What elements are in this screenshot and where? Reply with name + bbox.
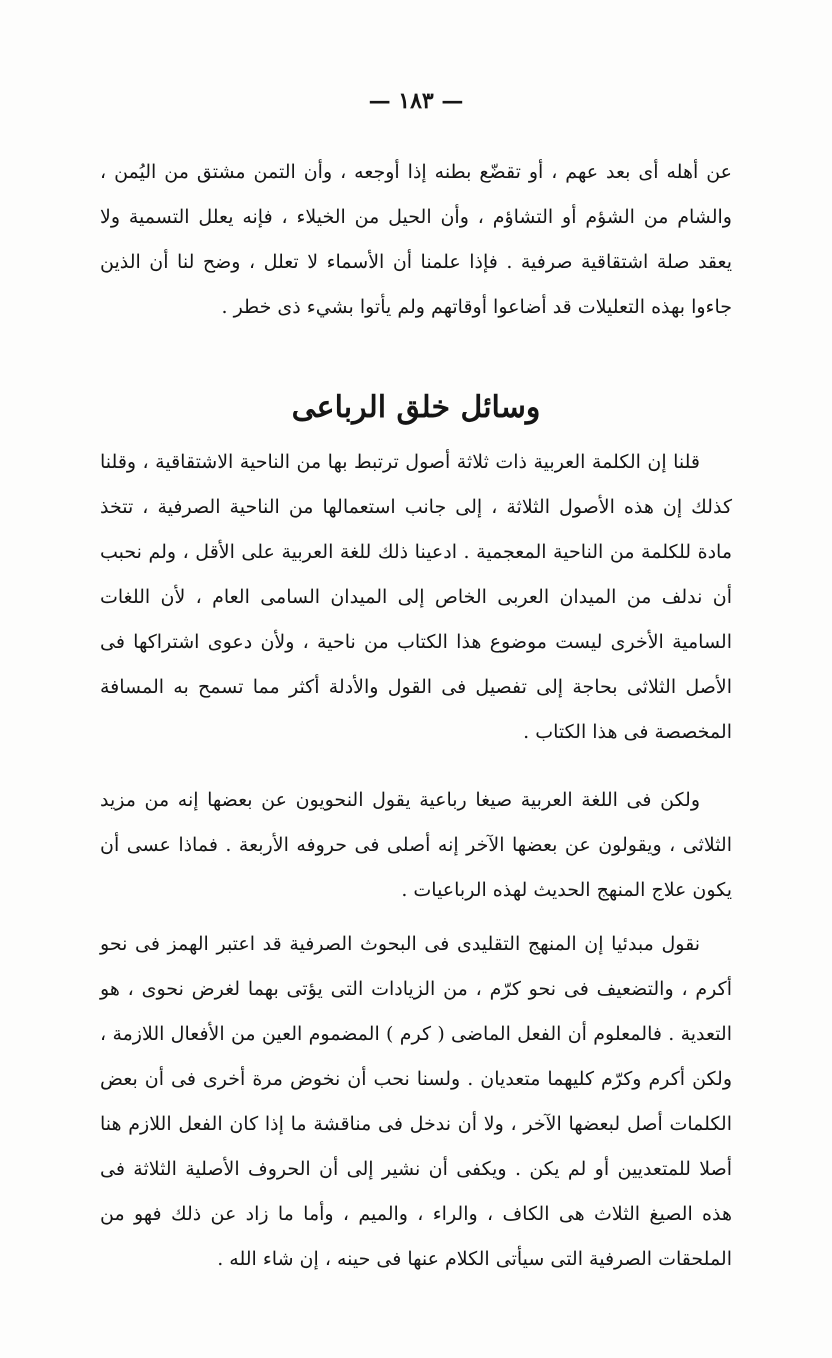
section-paragraph-block-1 xyxy=(100,440,732,755)
page-number: — ١٨٣ — xyxy=(368,88,464,114)
section-paragraph-2: ولكن فى اللغة العربية صيغا رباعية يقول النحويون عن بعضها إنه من مزيد الثلاثى ، ويقولون عن بعضها الآخر إنه أصلى فى حروفه الأربعة . فماذا عسى أن يكون علاج المنهج الحديث لهذه الرباعيات . xyxy=(100,789,732,901)
section-paragraph-block-2 xyxy=(100,778,732,913)
intro-text-block xyxy=(100,150,732,330)
section-paragraph-1: قلنا إن الكلمة العربية ذات ثلاثة أصول ترتبط بها من الناحية الاشتقاقية ، وقلنا كذلك إن هذه الأصول الثلاثة ، إلى جانب استعمالها من الناحية الصرفية ، تتخذ مادة للكلمة من الناحية المعجمية . ادعينا ذلك للغة العربية على الأقل ، ولم نحبب أن ندلف من الميدان العربى الخاص إلى الميدان السامى العام ، لأن اللغات السامية الأخرى ليست موضوع هذا الكتاب من ناحية ، ولأن دعوى اشتراكها فى الأصل الثلاثى بحاجة إلى تفصيل فى القول والأدلة أكثر مما تسمح به المسافة المخصصة فى هذا الكتاب . xyxy=(100,451,732,743)
section-heading: وسائل خلق الرباعى xyxy=(291,389,541,425)
section-paragraph-block-3 xyxy=(100,922,732,1282)
intro-paragraph: عن أهله أى بعد عهم ، أو تقضّع بطنه إذا أوجعه ، وأن التمن مشتق من اليُمن ، والشام من الشؤم أو التشاؤم ، وأن الحيل من الخيلاء ، فإنه يعلل التسمية ولا يعقد صلة اشتقاقية صرفية . فإذا علمنا أن الأسماء لا تعلل ، وضح لنا أن الذين جاءوا بهذه التعليلات قد أضاعوا أوقاتهم ولم يأتوا بشيء ذى خطر . xyxy=(100,161,732,318)
section-paragraph-3: نقول مبدئيا إن المنهج التقليدى فى البحوث الصرفية قد اعتبر الهمز فى نحو أكرم ، والتضعيف فى نحو كرّم ، من الزيادات التى يؤتى بهما لغرض نحوى ، هو التعدية . فالمعلوم أن الفعل الماضى ( كرم ) المضموم العين من الأفعال اللازمة ، ولكن أكرم وكرّم كليهما متعديان . ولسنا نحب أن نخوض مرة أخرى فى أن بعض الكلمات أصل لبعضها الآخر ، ولا أن ندخل فى مناقشة ما إذا كان الفعل اللازم هنا أصلا للمتعديين أو لم يكن . ويكفى أن نشير إلى أن الحروف الأصلية الثلاثة فى هذه الصيغ الثلاث هى الكاف ، والراء ، والميم ، وأما ما زاد عن ذلك فهو من الملحقات الصرفية التى سيأتى الكلام عنها فى حينه ، إن شاء الله . xyxy=(100,933,732,1270)
